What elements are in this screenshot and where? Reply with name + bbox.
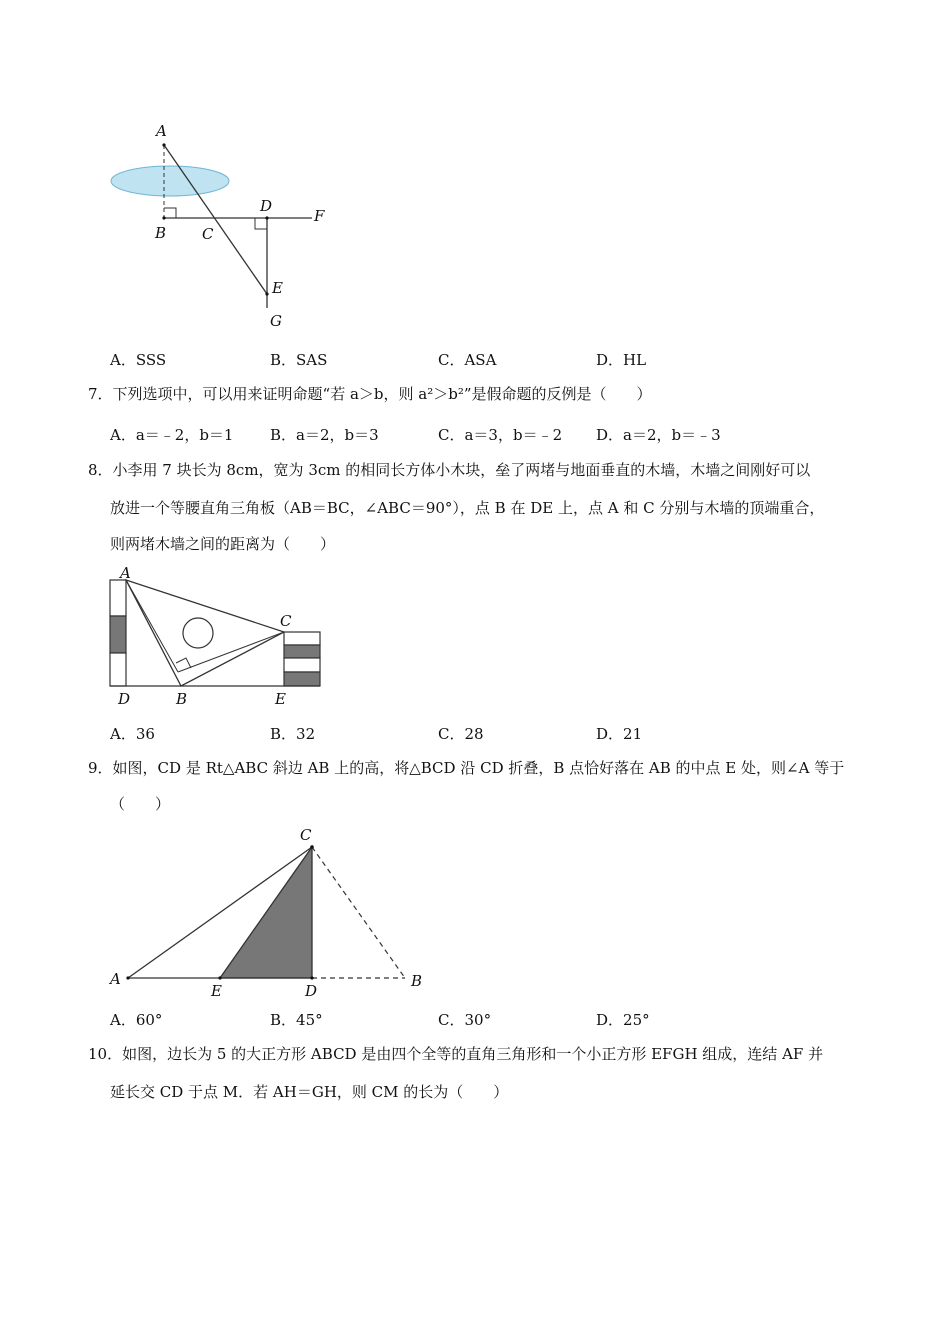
label-c: C bbox=[280, 612, 292, 630]
q8-option-b[interactable]: B．32 bbox=[270, 725, 316, 743]
point-a bbox=[162, 143, 165, 146]
folded-triangle-cde bbox=[220, 847, 312, 978]
q8-stem-line1: 8．小李用 7 块长为 8cm，宽为 3cm 的相同长方体小木块，垒了两堵与地面垂直的木墙，木墙之间刚好可以 bbox=[88, 461, 811, 479]
right-angle-d bbox=[255, 218, 267, 229]
q10-stem-line2: 延长交 CD 于点 M．若 AH＝GH，则 CM 的长为（ ） bbox=[110, 1083, 509, 1101]
label-c: C bbox=[202, 225, 214, 243]
left-wall-block-top bbox=[110, 580, 126, 616]
q8-option-a[interactable]: A．36 bbox=[110, 725, 155, 743]
q10-stem-line1: 10．如图，边长为 5 的大正方形 ABCD 是由四个全等的直角三角形和一个小正方形 EFGH 组成，连结 AF 并 bbox=[88, 1045, 824, 1063]
q9-option-a[interactable]: A．60° bbox=[110, 1011, 163, 1029]
label-d: D bbox=[118, 690, 131, 708]
label-e: E bbox=[272, 279, 283, 297]
q6-option-b[interactable]: B．SAS bbox=[270, 351, 328, 369]
lake-ellipse bbox=[111, 166, 229, 196]
label-a: A bbox=[120, 564, 131, 582]
label-d: D bbox=[260, 197, 273, 215]
right-wall-block-2 bbox=[284, 645, 320, 658]
q6-option-d[interactable]: D．HL bbox=[596, 351, 647, 369]
line-ae bbox=[164, 145, 267, 294]
point-a bbox=[126, 976, 129, 979]
label-c: C bbox=[300, 826, 312, 844]
label-a: A bbox=[110, 970, 121, 988]
q7-option-a[interactable]: A．a＝﹣2，b＝1 bbox=[110, 426, 234, 444]
q8-stem-line2: 放进一个等腰直角三角板（AB＝BC，∠ABC＝90°），点 B 在 DE 上，点 A 和 C 分别与木墙的顶端重合， bbox=[110, 499, 825, 517]
set-square-hole bbox=[183, 618, 213, 648]
label-g: G bbox=[270, 312, 282, 330]
left-wall-block-middle bbox=[110, 616, 126, 653]
q9-option-c[interactable]: C．30° bbox=[438, 1011, 492, 1029]
label-d: D bbox=[305, 982, 318, 1000]
label-e: E bbox=[275, 690, 286, 708]
point-e bbox=[265, 292, 268, 295]
label-b: B bbox=[155, 224, 167, 242]
label-e: E bbox=[211, 982, 222, 1000]
left-wall-block-bottom bbox=[110, 653, 126, 686]
label-b: B bbox=[411, 972, 423, 990]
q6-option-a[interactable]: A．SSS bbox=[110, 351, 167, 369]
point-d bbox=[265, 216, 268, 219]
q8-stem-line3: 则两堵木墙之间的距离为（ ） bbox=[110, 535, 336, 553]
right-wall-block-3 bbox=[284, 658, 320, 672]
label-a: A bbox=[156, 122, 167, 140]
q8-option-c[interactable]: C．28 bbox=[438, 725, 484, 743]
label-f: F bbox=[314, 207, 325, 225]
label-b: B bbox=[176, 690, 188, 708]
right-wall-block-1 bbox=[284, 632, 320, 645]
q9-figure bbox=[100, 820, 440, 1000]
q9-stem-line1: 9．如图，CD 是 Rt△ABC 斜边 AB 上的高，将△BCD 沿 CD 折叠，B 点恰好落在 AB 的中点 E 处，则∠A 等于 bbox=[88, 759, 845, 777]
q9-option-d[interactable]: D．25° bbox=[596, 1011, 650, 1029]
q7-option-d[interactable]: D．a＝2，b＝﹣3 bbox=[596, 426, 721, 444]
point-b bbox=[162, 216, 165, 219]
q7-option-b[interactable]: B．a＝2，b＝3 bbox=[270, 426, 379, 444]
point-d bbox=[310, 976, 313, 979]
point-e bbox=[218, 976, 221, 979]
q9-stem-line2: （ ） bbox=[110, 795, 171, 813]
q7-option-c[interactable]: C．a＝3，b＝﹣2 bbox=[438, 426, 563, 444]
q7-stem: 7．下列选项中，可以用来证明命题“若 a＞b，则 a²＞b²”是假命题的反例是（ ） bbox=[88, 385, 652, 403]
q6-option-c[interactable]: C．ASA bbox=[438, 351, 497, 369]
segment-cb-dashed bbox=[312, 847, 405, 978]
point-c bbox=[310, 845, 314, 849]
q9-option-b[interactable]: B．45° bbox=[270, 1011, 323, 1029]
right-wall-block-4 bbox=[284, 672, 320, 686]
q8-option-d[interactable]: D．21 bbox=[596, 725, 643, 743]
q6-figure bbox=[100, 120, 340, 335]
right-angle-b bbox=[164, 208, 176, 218]
q8-figure bbox=[100, 562, 340, 712]
